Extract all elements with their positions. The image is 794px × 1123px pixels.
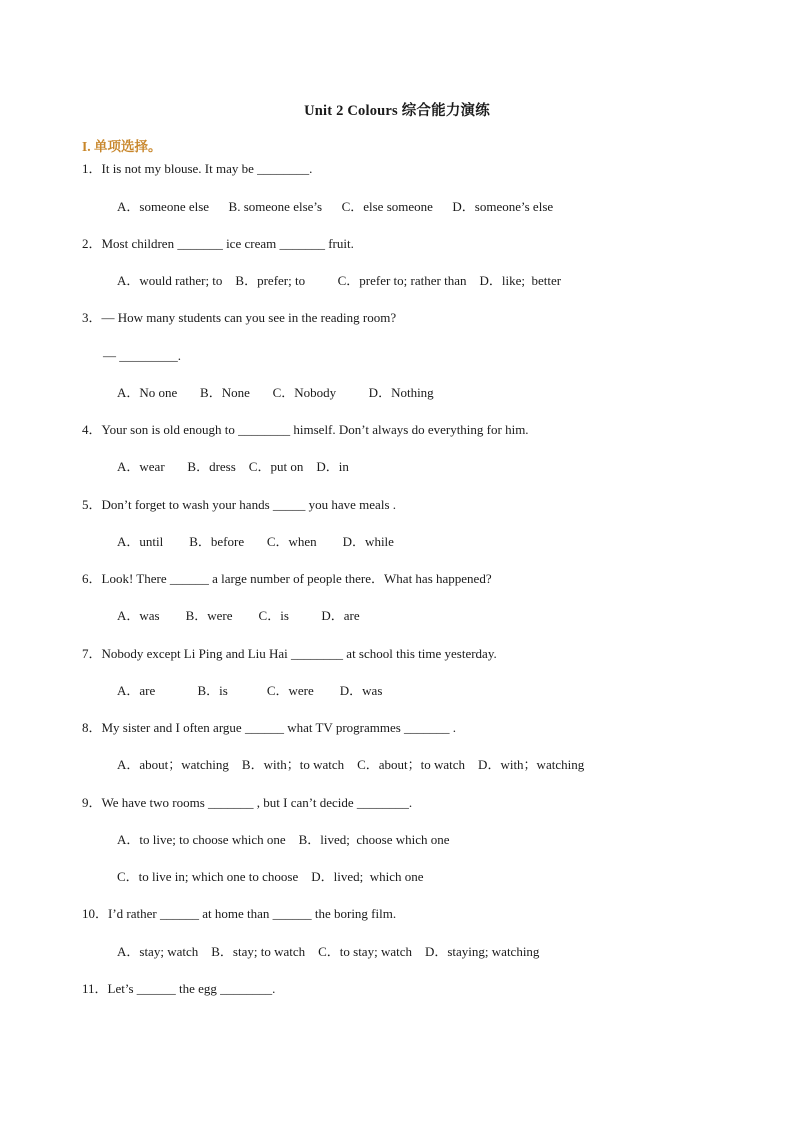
question-11-stem: 11．Let’s ______ the egg ________. (82, 981, 276, 996)
page-title: Unit 2 Colours 综合能力演练 (304, 103, 490, 119)
question-9-options-row-2: C．to live in; which one to choose D．lived; which one (117, 869, 424, 884)
question-2-stem: 2．Most children _______ ice cream _______ fruit. (82, 236, 354, 251)
question-8-stem: 8．My sister and I often argue ______ what TV programmes _______ . (82, 720, 457, 735)
question-6-stem: 6．Look! There ______ a large number of people there．What has happened? (82, 571, 492, 586)
question-9-stem: 9．We have two rooms _______ , but I can’t decide ________. (82, 795, 413, 810)
question-3-options: A．No one B．None C．Nobody D．Nothing (117, 385, 434, 400)
question-2-options: A．would rather; to B．prefer; to C．prefer to; rather than D．like; better (117, 273, 562, 288)
question-4-stem: 4．Your son is old enough to ________ himself. Don’t always do everything for him. (82, 422, 529, 437)
question-5-stem: 5．Don’t forget to wash your hands _____ you have meals . (82, 497, 396, 512)
question-3-stem: 3．— How many students can you see in the reading room? (82, 310, 397, 325)
question-6-options: A．was B．were C．is D．are (117, 608, 360, 623)
question-4-options: A．wear B．dress C．put on D．in (117, 459, 349, 474)
question-5-options: A．until B．before C．when D．while (117, 534, 394, 549)
question-8-options: A．about；watching B．with；to watch C．about；to watch D．with；watching (117, 757, 585, 772)
question-1-options: A．someone else B. someone else’s C．else someone D．someone’s else (117, 199, 554, 214)
section-heading: I. 单项选择。 (82, 139, 162, 154)
question-10-stem: 10．I’d rather ______ at home than ______ the boring film. (82, 906, 397, 921)
question-10-options: A．stay; watch B．stay; to watch C．to stay; watch D．staying; watching (117, 944, 540, 959)
question-3-answer-line: — _________. (103, 348, 181, 363)
question-7-options: A．are B．is C．were D．was (117, 683, 383, 698)
question-1-stem: 1．It is not my blouse. It may be ________. (82, 161, 313, 176)
question-9-options-row-1: A．to live; to choose which one B．lived; choose which one (117, 832, 450, 847)
question-7-stem: 7．Nobody except Li Ping and Liu Hai ________ at school this time yesterday. (82, 646, 497, 661)
